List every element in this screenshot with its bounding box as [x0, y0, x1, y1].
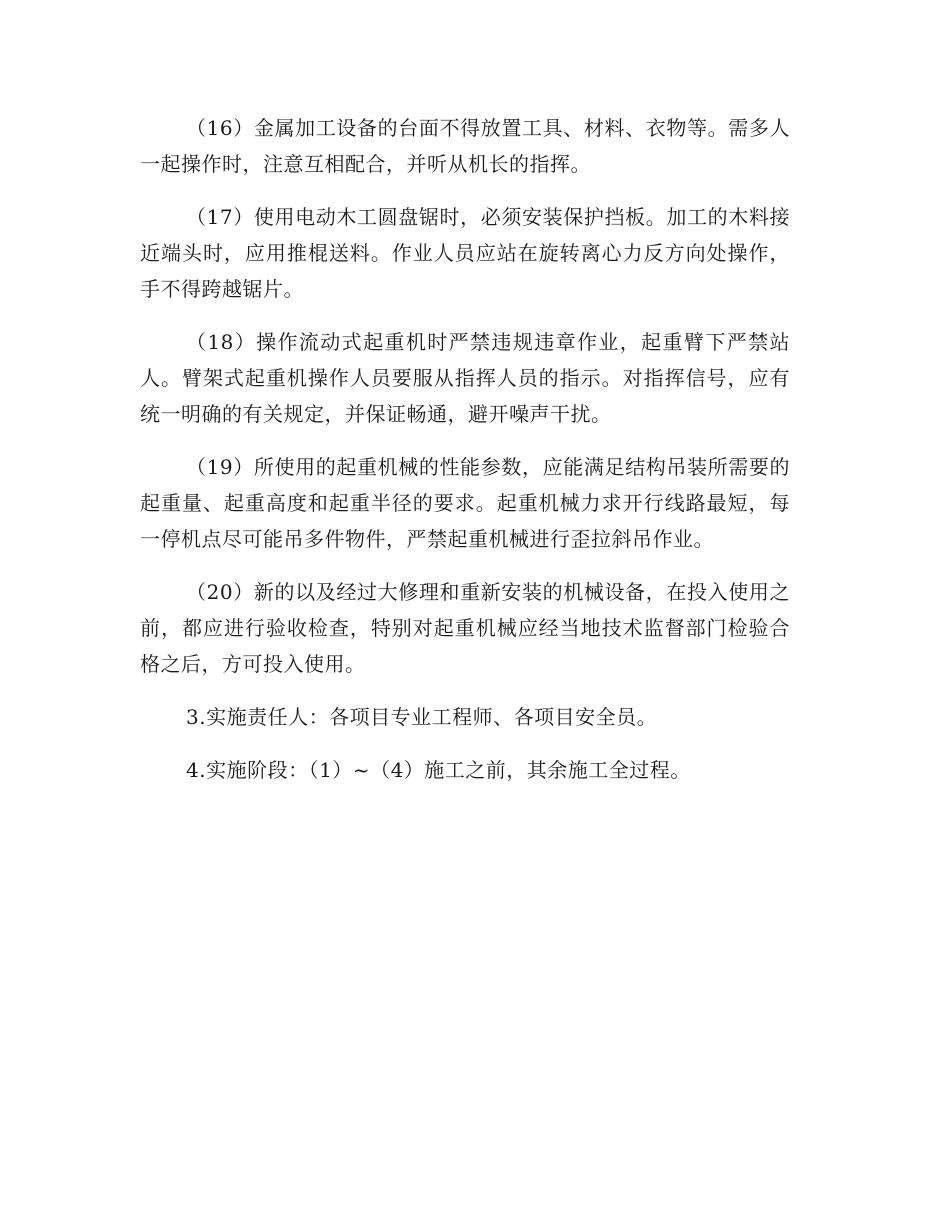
paragraph-item-19: （19）所使用的起重机械的性能参数，应能满足结构吊装所需要的起重量、起重高度和起重半径的要求。起重机械力求开行线路最短，每一停机点尽可能吊多件物件，严禁起重机械进行歪拉斜吊作业。 [140, 455, 790, 551]
paragraph-item-18: （18）操作流动式起重机时严禁违规违章作业，起重臂下严禁站人。臂架式起重机操作人员要服从指挥人员的指示。对指挥信号，应有统一明确的有关规定，并保证畅通，避开噪声干扰。 [140, 330, 790, 426]
document-body [140, 110, 790, 805]
paragraph-item-16: （16）金属加工设备的台面不得放置工具、材料、衣物等。需多人一起操作时，注意互相配合，并听从机长的指挥。 [140, 116, 790, 176]
responsible-persons-paragraph: 3.实施责任人：各项目专业工程师、各项目安全员。 [186, 705, 658, 729]
implementation-stage-paragraph: 4.实施阶段：（1）~（4）施工之前，其余施工全过程。 [186, 758, 691, 782]
paragraph-item-20: （20）新的以及经过大修理和重新安装的机械设备，在投入使用之前，都应进行验收检查，特别对起重机械应经当地技术监督部门检验合格之后，方可投入使用。 [140, 580, 790, 676]
paragraph-item-17: （17）使用电动木工圆盘锯时，必须安装保护挡板。加工的木料接近端头时，应用推棍送料。作业人员应站在旋转离心力反方向处操作，手不得跨越锯片。 [140, 205, 790, 301]
